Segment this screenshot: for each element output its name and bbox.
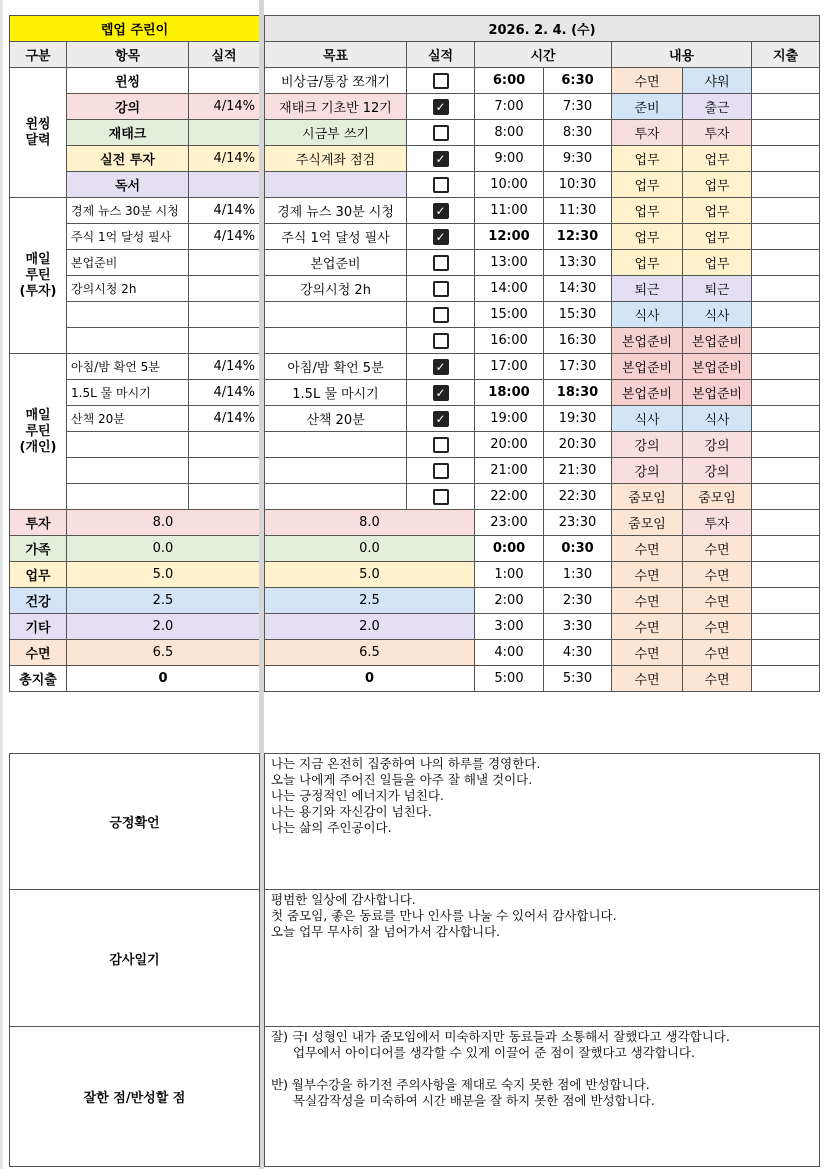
gratitude-line: 오늘 업무 무사히 잘 넘어가서 감사합니다. bbox=[271, 924, 501, 939]
content-cell[interactable]: 본업준비 bbox=[683, 328, 752, 354]
item-cell[interactable]: 강의시청 2h bbox=[67, 276, 189, 302]
item-cell[interactable]: 경제 뉴스 30분 시청 bbox=[67, 198, 189, 224]
item-cell[interactable]: 강의 bbox=[67, 94, 189, 120]
header-goal[interactable]: 목표 bbox=[265, 42, 407, 68]
content-cell[interactable]: 수면 bbox=[683, 536, 752, 562]
time-end-cell[interactable]: 17:30 bbox=[544, 354, 612, 380]
content-cell[interactable]: 본업준비 bbox=[612, 328, 683, 354]
checked-checkbox-icon[interactable]: ✓ bbox=[433, 99, 449, 115]
content-cell[interactable]: 식사 bbox=[612, 302, 683, 328]
goal-cell[interactable] bbox=[265, 458, 407, 484]
item-cell[interactable]: 윈씽 bbox=[67, 68, 189, 94]
header-time[interactable]: 시간 bbox=[475, 42, 612, 68]
item-cell[interactable]: 산책 20분 bbox=[67, 406, 189, 432]
summary-goal-value[interactable]: 0.0 bbox=[265, 536, 475, 562]
content-cell[interactable]: 업무 bbox=[612, 172, 683, 198]
time-start-cell[interactable]: 20:00 bbox=[475, 432, 544, 458]
done-cell[interactable] bbox=[407, 276, 475, 302]
time-end-cell[interactable]: 14:30 bbox=[544, 276, 612, 302]
done-cell[interactable] bbox=[407, 328, 475, 354]
content-cell[interactable]: 수면 bbox=[612, 536, 683, 562]
time-start-cell[interactable]: 5:00 bbox=[475, 666, 544, 692]
item-cell[interactable] bbox=[67, 302, 189, 328]
expense-cell[interactable] bbox=[752, 484, 820, 510]
time-start-cell[interactable]: 12:00 bbox=[475, 224, 544, 250]
time-end-cell[interactable]: 12:30 bbox=[544, 224, 612, 250]
result-cell[interactable]: 4/14% bbox=[189, 354, 260, 380]
done-cell[interactable] bbox=[407, 458, 475, 484]
summary-label[interactable]: 기타 bbox=[10, 614, 67, 640]
content-cell[interactable]: 줌모임 bbox=[683, 484, 752, 510]
item-cell[interactable]: 아침/밤 확언 5분 bbox=[67, 354, 189, 380]
expense-cell[interactable] bbox=[752, 172, 820, 198]
done-cell[interactable] bbox=[407, 172, 475, 198]
done-cell[interactable] bbox=[407, 432, 475, 458]
expense-cell[interactable] bbox=[752, 510, 820, 536]
content-cell[interactable]: 업무 bbox=[612, 146, 683, 172]
content-cell[interactable]: 식사 bbox=[612, 406, 683, 432]
content-cell[interactable]: 식사 bbox=[683, 406, 752, 432]
time-end-cell[interactable]: 19:30 bbox=[544, 406, 612, 432]
done-cell[interactable] bbox=[407, 198, 475, 224]
journal-table bbox=[9, 753, 820, 1167]
content-cell[interactable]: 업무 bbox=[683, 224, 752, 250]
reflection-bad-1: 반) 월부수강을 하기전 주의사항을 제대로 숙지 못한 점에 반성합니다. bbox=[271, 1077, 650, 1092]
summary-label[interactable]: 업무 bbox=[10, 562, 67, 588]
time-start-cell[interactable]: 3:00 bbox=[475, 614, 544, 640]
result-cell[interactable]: 4/14% bbox=[189, 380, 260, 406]
content-cell[interactable]: 수면 bbox=[683, 588, 752, 614]
checkbox-icon[interactable] bbox=[433, 437, 449, 453]
expense-cell[interactable] bbox=[752, 146, 820, 172]
goal-cell[interactable]: 산책 20분 bbox=[265, 406, 407, 432]
summary-goal-value[interactable]: 0 bbox=[265, 666, 475, 692]
result-cell[interactable] bbox=[189, 484, 260, 510]
header-result[interactable]: 실적 bbox=[189, 42, 260, 68]
item-cell[interactable]: 독서 bbox=[67, 172, 189, 198]
item-cell[interactable]: 주식 1억 달성 필사 bbox=[67, 224, 189, 250]
category-g3[interactable]: 매일 루틴 (개인) bbox=[10, 354, 67, 510]
goal-cell[interactable]: 경제 뉴스 30분 시청 bbox=[265, 198, 407, 224]
content-cell[interactable]: 샤워 bbox=[683, 68, 752, 94]
time-start-cell[interactable]: 19:00 bbox=[475, 406, 544, 432]
content-cell[interactable]: 본업준비 bbox=[612, 380, 683, 406]
result-cell[interactable] bbox=[189, 250, 260, 276]
time-start-cell[interactable]: 7:00 bbox=[475, 94, 544, 120]
time-start-cell[interactable]: 17:00 bbox=[475, 354, 544, 380]
time-start-cell[interactable]: 2:00 bbox=[475, 588, 544, 614]
checkbox-icon[interactable] bbox=[433, 255, 449, 271]
checkbox-icon[interactable] bbox=[433, 177, 449, 193]
expense-cell[interactable] bbox=[752, 562, 820, 588]
time-end-cell[interactable]: 2:30 bbox=[544, 588, 612, 614]
summary-label[interactable]: 투자 bbox=[10, 510, 67, 536]
content-cell[interactable]: 수면 bbox=[612, 666, 683, 692]
expense-cell[interactable] bbox=[752, 640, 820, 666]
item-cell[interactable]: 1.5L 물 마시기 bbox=[67, 380, 189, 406]
done-cell[interactable] bbox=[407, 380, 475, 406]
time-start-cell[interactable]: 21:00 bbox=[475, 458, 544, 484]
header-done[interactable]: 실적 bbox=[407, 42, 475, 68]
time-end-cell[interactable]: 18:30 bbox=[544, 380, 612, 406]
content-cell[interactable]: 업무 bbox=[612, 224, 683, 250]
content-cell[interactable]: 식사 bbox=[683, 302, 752, 328]
date-header[interactable]: 2026. 2. 4. (수) bbox=[265, 16, 820, 42]
content-cell[interactable]: 수면 bbox=[683, 666, 752, 692]
content-cell[interactable]: 수면 bbox=[612, 614, 683, 640]
time-start-cell[interactable]: 16:00 bbox=[475, 328, 544, 354]
done-cell[interactable] bbox=[407, 484, 475, 510]
reflection-text[interactable] bbox=[265, 1027, 820, 1167]
content-cell[interactable]: 업무 bbox=[683, 250, 752, 276]
sheet-edge bbox=[0, 0, 3, 1169]
checked-checkbox-icon[interactable]: ✓ bbox=[433, 203, 449, 219]
content-cell[interactable]: 퇴근 bbox=[612, 276, 683, 302]
content-cell[interactable]: 강의 bbox=[612, 458, 683, 484]
time-start-cell[interactable]: 10:00 bbox=[475, 172, 544, 198]
time-start-cell[interactable]: 22:00 bbox=[475, 484, 544, 510]
affirmation-line: 오늘 나에게 주어진 일들을 아주 잘 해낼 것이다. bbox=[271, 772, 533, 787]
result-cell[interactable] bbox=[189, 328, 260, 354]
done-cell[interactable] bbox=[407, 94, 475, 120]
expense-cell[interactable] bbox=[752, 614, 820, 640]
item-cell[interactable] bbox=[67, 458, 189, 484]
time-end-cell[interactable]: 6:30 bbox=[544, 68, 612, 94]
result-cell[interactable] bbox=[189, 120, 260, 146]
goal-cell[interactable]: 본업준비 bbox=[265, 250, 407, 276]
expense-cell[interactable] bbox=[752, 406, 820, 432]
category-g2[interactable]: 매일 루틴 (투자) bbox=[10, 198, 67, 354]
reflection-good-2: 업무에서 아이디어를 생각할 수 있게 이끌어 준 점이 잘했다고 생각합니다. bbox=[293, 1045, 695, 1060]
checkbox-icon[interactable] bbox=[433, 333, 449, 349]
header-content[interactable]: 내용 bbox=[612, 42, 752, 68]
time-end-cell[interactable]: 1:30 bbox=[544, 562, 612, 588]
time-start-cell[interactable]: 11:00 bbox=[475, 198, 544, 224]
checkbox-icon[interactable] bbox=[433, 73, 449, 89]
item-cell[interactable] bbox=[67, 484, 189, 510]
time-end-cell[interactable]: 23:30 bbox=[544, 510, 612, 536]
result-cell[interactable]: 4/14% bbox=[189, 224, 260, 250]
checked-checkbox-icon[interactable]: ✓ bbox=[433, 229, 449, 245]
expense-cell[interactable] bbox=[752, 380, 820, 406]
expense-cell[interactable] bbox=[752, 666, 820, 692]
time-end-cell[interactable]: 15:30 bbox=[544, 302, 612, 328]
goal-cell[interactable] bbox=[265, 172, 407, 198]
page-title[interactable]: 렙업 주린이 bbox=[10, 16, 260, 42]
done-cell[interactable] bbox=[407, 250, 475, 276]
goal-cell[interactable]: 아침/밤 확언 5분 bbox=[265, 354, 407, 380]
content-cell[interactable]: 본업준비 bbox=[612, 354, 683, 380]
time-start-cell[interactable]: 8:00 bbox=[475, 120, 544, 146]
item-cell[interactable] bbox=[67, 432, 189, 458]
header-category[interactable]: 구분 bbox=[10, 42, 67, 68]
expense-cell[interactable] bbox=[752, 224, 820, 250]
content-cell[interactable]: 투자 bbox=[683, 510, 752, 536]
affirmation-label[interactable]: 긍정확언 bbox=[10, 754, 260, 890]
expense-cell[interactable] bbox=[752, 458, 820, 484]
content-cell[interactable]: 강의 bbox=[683, 432, 752, 458]
time-end-cell[interactable]: 7:30 bbox=[544, 94, 612, 120]
affirmation-text[interactable] bbox=[265, 754, 820, 890]
content-cell[interactable]: 업무 bbox=[683, 146, 752, 172]
result-cell[interactable] bbox=[189, 458, 260, 484]
summary-goal-value[interactable]: 6.5 bbox=[265, 640, 475, 666]
content-cell[interactable]: 수면 bbox=[612, 562, 683, 588]
content-cell[interactable]: 강의 bbox=[683, 458, 752, 484]
time-start-cell[interactable]: 9:00 bbox=[475, 146, 544, 172]
result-cell[interactable]: 4/14% bbox=[189, 198, 260, 224]
gratitude-line: 첫 줌모임, 좋은 동료를 만나 인사를 나눌 수 있어서 감사합니다. bbox=[271, 908, 617, 923]
category-g1[interactable]: 윈씽 달력 bbox=[10, 68, 67, 198]
content-cell[interactable]: 업무 bbox=[683, 172, 752, 198]
reflection-bad-2: 목실감작성을 미숙하여 시간 배분을 잘 하지 못한 점에 반성합니다. bbox=[293, 1093, 655, 1108]
time-end-cell[interactable]: 11:30 bbox=[544, 198, 612, 224]
right-schedule-table bbox=[264, 15, 820, 692]
checkbox-icon[interactable] bbox=[433, 281, 449, 297]
done-cell[interactable] bbox=[407, 354, 475, 380]
checked-checkbox-icon[interactable]: ✓ bbox=[433, 411, 449, 427]
expense-cell[interactable] bbox=[752, 536, 820, 562]
time-end-cell[interactable]: 5:30 bbox=[544, 666, 612, 692]
goal-cell[interactable] bbox=[265, 328, 407, 354]
item-cell[interactable]: 재태크 bbox=[67, 120, 189, 146]
done-cell[interactable] bbox=[407, 406, 475, 432]
summary-value[interactable]: 0 bbox=[67, 666, 260, 692]
header-expense[interactable]: 지출 bbox=[752, 42, 820, 68]
content-cell[interactable]: 투자 bbox=[612, 120, 683, 146]
time-end-cell[interactable]: 4:30 bbox=[544, 640, 612, 666]
content-cell[interactable]: 수면 bbox=[612, 588, 683, 614]
content-cell[interactable]: 업무 bbox=[612, 198, 683, 224]
expense-cell[interactable] bbox=[752, 120, 820, 146]
left-plan-table bbox=[9, 15, 260, 692]
goal-cell[interactable]: 시금부 쓰기 bbox=[265, 120, 407, 146]
time-end-cell[interactable]: 0:30 bbox=[544, 536, 612, 562]
result-cell[interactable] bbox=[189, 432, 260, 458]
time-end-cell[interactable]: 9:30 bbox=[544, 146, 612, 172]
expense-cell[interactable] bbox=[752, 302, 820, 328]
goal-cell[interactable] bbox=[265, 302, 407, 328]
content-cell[interactable]: 본업준비 bbox=[683, 380, 752, 406]
content-cell[interactable]: 수면 bbox=[683, 562, 752, 588]
time-end-cell[interactable]: 21:30 bbox=[544, 458, 612, 484]
summary-label[interactable]: 가족 bbox=[10, 536, 67, 562]
reflection-label[interactable]: 잘한 점/반성할 점 bbox=[10, 1027, 260, 1167]
content-cell[interactable]: 줌모임 bbox=[612, 484, 683, 510]
header-item[interactable]: 항목 bbox=[67, 42, 189, 68]
done-cell[interactable] bbox=[407, 68, 475, 94]
checkbox-icon[interactable] bbox=[433, 489, 449, 505]
content-cell[interactable]: 줌모임 bbox=[612, 510, 683, 536]
done-cell[interactable] bbox=[407, 224, 475, 250]
summary-label[interactable]: 건강 bbox=[10, 588, 67, 614]
summary-value[interactable]: 0.0 bbox=[67, 536, 260, 562]
result-cell[interactable] bbox=[189, 172, 260, 198]
content-cell[interactable]: 투자 bbox=[683, 120, 752, 146]
result-cell[interactable] bbox=[189, 276, 260, 302]
goal-cell[interactable]: 주식계좌 점검 bbox=[265, 146, 407, 172]
item-cell[interactable] bbox=[67, 328, 189, 354]
gratitude-label[interactable]: 감사일기 bbox=[10, 890, 260, 1027]
expense-cell[interactable] bbox=[752, 354, 820, 380]
done-cell[interactable] bbox=[407, 146, 475, 172]
time-start-cell[interactable]: 18:00 bbox=[475, 380, 544, 406]
time-start-cell[interactable]: 23:00 bbox=[475, 510, 544, 536]
checked-checkbox-icon[interactable]: ✓ bbox=[433, 151, 449, 167]
time-start-cell[interactable]: 0:00 bbox=[475, 536, 544, 562]
content-cell[interactable]: 출근 bbox=[683, 94, 752, 120]
checkbox-icon[interactable] bbox=[433, 307, 449, 323]
result-cell[interactable] bbox=[189, 68, 260, 94]
item-cell[interactable]: 본업준비 bbox=[67, 250, 189, 276]
expense-cell[interactable] bbox=[752, 68, 820, 94]
content-cell[interactable]: 준비 bbox=[612, 94, 683, 120]
content-cell[interactable]: 업무 bbox=[612, 250, 683, 276]
goal-cell[interactable]: 강의시청 2h bbox=[265, 276, 407, 302]
checked-checkbox-icon[interactable]: ✓ bbox=[433, 385, 449, 401]
gratitude-text[interactable] bbox=[265, 890, 820, 1027]
gratitude-line: 평범한 일상에 감사합니다. bbox=[271, 892, 416, 907]
time-end-cell[interactable]: 22:30 bbox=[544, 484, 612, 510]
time-start-cell[interactable]: 13:00 bbox=[475, 250, 544, 276]
summary-label[interactable]: 총지출 bbox=[10, 666, 67, 692]
content-cell[interactable]: 업무 bbox=[683, 198, 752, 224]
checkbox-icon[interactable] bbox=[433, 125, 449, 141]
result-cell[interactable]: 4/14% bbox=[189, 94, 260, 120]
reflection-good-1: 잘) 극I 성형인 내가 줌모임에서 미숙하지만 동료들과 소통해서 잘했다고 생각합니다. bbox=[271, 1029, 730, 1044]
content-cell[interactable]: 강의 bbox=[612, 432, 683, 458]
summary-value[interactable]: 5.0 bbox=[67, 562, 260, 588]
expense-cell[interactable] bbox=[752, 276, 820, 302]
expense-cell[interactable] bbox=[752, 328, 820, 354]
summary-goal-value[interactable]: 8.0 bbox=[265, 510, 475, 536]
content-cell[interactable]: 수면 bbox=[612, 640, 683, 666]
content-cell[interactable]: 수면 bbox=[612, 68, 683, 94]
summary-goal-value[interactable]: 2.5 bbox=[265, 588, 475, 614]
content-cell[interactable]: 퇴근 bbox=[683, 276, 752, 302]
time-start-cell[interactable]: 4:00 bbox=[475, 640, 544, 666]
time-end-cell[interactable]: 8:30 bbox=[544, 120, 612, 146]
summary-value[interactable]: 2.5 bbox=[67, 588, 260, 614]
goal-cell[interactable]: 1.5L 물 마시기 bbox=[265, 380, 407, 406]
expense-cell[interactable] bbox=[752, 588, 820, 614]
result-cell[interactable]: 4/14% bbox=[189, 146, 260, 172]
time-start-cell[interactable]: 14:00 bbox=[475, 276, 544, 302]
expense-cell[interactable] bbox=[752, 250, 820, 276]
affirmation-line: 나는 지금 온전히 집중하여 나의 하루를 경영한다. bbox=[271, 756, 541, 771]
result-cell[interactable]: 4/14% bbox=[189, 406, 260, 432]
time-start-cell[interactable]: 15:00 bbox=[475, 302, 544, 328]
time-end-cell[interactable]: 3:30 bbox=[544, 614, 612, 640]
content-cell[interactable]: 본업준비 bbox=[683, 354, 752, 380]
time-end-cell[interactable]: 16:30 bbox=[544, 328, 612, 354]
checkbox-icon[interactable] bbox=[433, 463, 449, 479]
affirmation-line: 나는 용기와 자신감이 넘친다. bbox=[271, 804, 432, 819]
time-end-cell[interactable]: 20:30 bbox=[544, 432, 612, 458]
summary-goal-value[interactable]: 2.0 bbox=[265, 614, 475, 640]
done-cell[interactable] bbox=[407, 120, 475, 146]
affirmation-line: 나는 긍정적인 에너지가 넘친다. bbox=[271, 788, 444, 803]
summary-value[interactable]: 2.0 bbox=[67, 614, 260, 640]
expense-cell[interactable] bbox=[752, 432, 820, 458]
time-end-cell[interactable]: 13:30 bbox=[544, 250, 612, 276]
goal-cell[interactable]: 비상금/통장 쪼개기 bbox=[265, 68, 407, 94]
summary-value[interactable]: 6.5 bbox=[67, 640, 260, 666]
done-cell[interactable] bbox=[407, 302, 475, 328]
content-cell[interactable]: 수면 bbox=[683, 640, 752, 666]
time-end-cell[interactable]: 10:30 bbox=[544, 172, 612, 198]
content-cell[interactable]: 수면 bbox=[683, 614, 752, 640]
time-start-cell[interactable]: 6:00 bbox=[475, 68, 544, 94]
goal-cell[interactable]: 주식 1억 달성 필사 bbox=[265, 224, 407, 250]
item-cell[interactable]: 실전 투자 bbox=[67, 146, 189, 172]
summary-value[interactable]: 8.0 bbox=[67, 510, 260, 536]
summary-label[interactable]: 수면 bbox=[10, 640, 67, 666]
summary-goal-value[interactable]: 5.0 bbox=[265, 562, 475, 588]
affirmation-line: 나는 삶의 주인공이다. bbox=[271, 820, 392, 835]
expense-cell[interactable] bbox=[752, 94, 820, 120]
checked-checkbox-icon[interactable]: ✓ bbox=[433, 359, 449, 375]
expense-cell[interactable] bbox=[752, 198, 820, 224]
goal-cell[interactable]: 재태크 기초반 12기 bbox=[265, 94, 407, 120]
time-start-cell[interactable]: 1:00 bbox=[475, 562, 544, 588]
result-cell[interactable] bbox=[189, 302, 260, 328]
goal-cell[interactable] bbox=[265, 432, 407, 458]
goal-cell[interactable] bbox=[265, 484, 407, 510]
